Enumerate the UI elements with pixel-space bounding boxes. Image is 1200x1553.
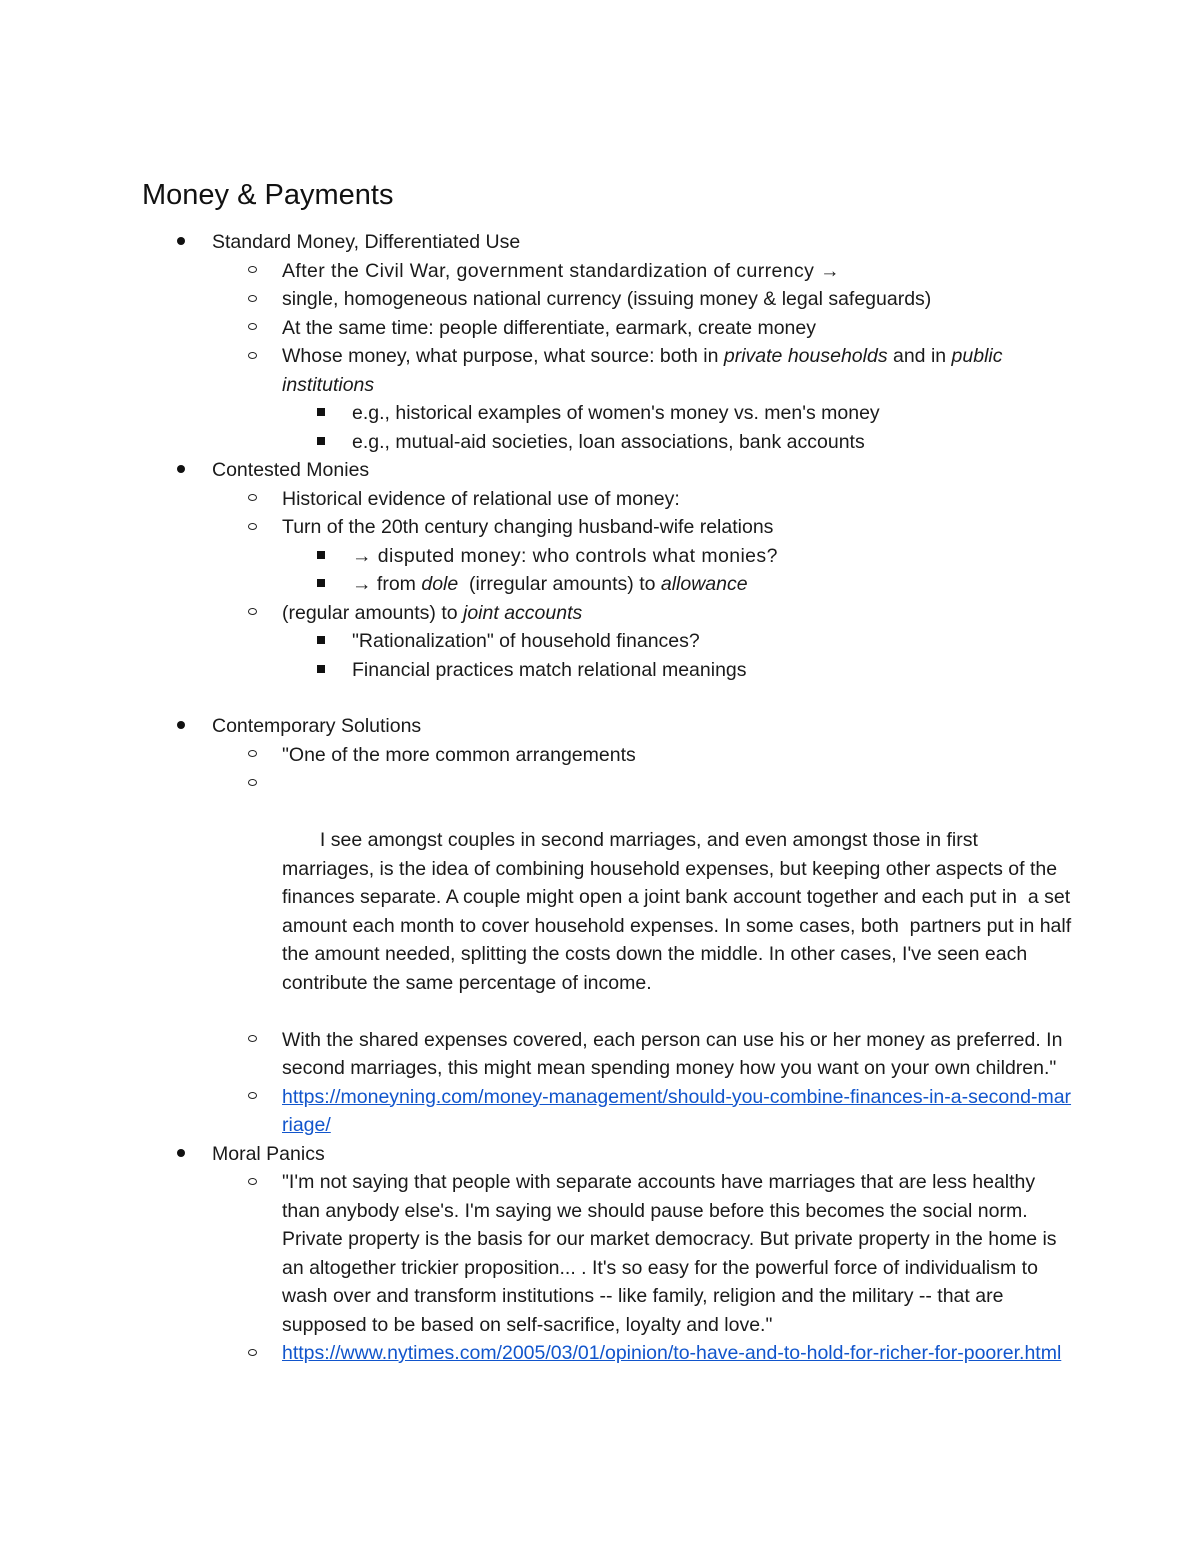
section-moral-panics: [142, 1140, 1072, 1169]
square-bullet-icon: [317, 627, 325, 656]
list-item: [142, 285, 1072, 314]
list-item: [142, 627, 1072, 656]
item-text: "Rationalization" of household finances?: [352, 630, 700, 652]
square-bullet-icon: [317, 656, 325, 685]
italic-text: allowance: [660, 573, 748, 595]
list-item: [142, 542, 1072, 571]
item-text: and in: [887, 345, 952, 367]
italic-text: private households: [723, 345, 888, 367]
italic-text: dole: [421, 573, 459, 595]
section-standard-money: [142, 228, 1072, 257]
italic-text: joint accounts: [463, 601, 583, 624]
section-heading: Contemporary Solutions: [212, 715, 422, 737]
hollow-circle-bullet-icon: [248, 285, 257, 314]
hollow-circle-bullet-icon: [248, 741, 257, 770]
list-item: [142, 599, 1072, 628]
hollow-circle-bullet-icon: [248, 1339, 257, 1368]
item-text: After the Civil War, government standardization of currency →: [282, 259, 840, 282]
list-item: [142, 1026, 1072, 1083]
filled-circle-bullet-icon: [177, 1140, 185, 1169]
list-item: [142, 570, 1072, 599]
section-contested-monies: [142, 456, 1072, 485]
list-item: [142, 257, 1072, 286]
hollow-circle-bullet-icon: [248, 485, 257, 514]
hollow-circle-bullet-icon: [248, 769, 257, 798]
item-text: single, homogeneous national currency (issuing money & legal safeguards): [282, 288, 932, 310]
hollow-circle-bullet-icon: [248, 599, 257, 628]
item-text: → disputed money: who controls what monies?: [352, 544, 778, 567]
hollow-circle-bullet-icon: [248, 342, 257, 371]
item-text: → from: [352, 573, 422, 595]
document-title: Money & Payments: [142, 179, 394, 211]
section-heading: Standard Money, Differentiated Use: [212, 231, 521, 253]
moneyning-link[interactable]: https://moneyning.com/money-management/should-you-combine-finances-in-a-second-marriage/: [282, 1085, 1072, 1136]
item-text: With the shared expenses covered, each person can use his or her money as preferred. In second marriages, this might mean spending money how you want on your own children.": [282, 1028, 1063, 1079]
item-text: e.g., historical examples of women's money vs. men's money: [352, 402, 880, 424]
square-bullet-icon: [317, 542, 325, 571]
item-text: I see amongst couples in second marriages, and even amongst those in first marriages, is the idea of combining household expenses, but keeping other aspects of the finances separate. A couple might open a joint bank account together and each put in a set amount each month to cover household expenses. In some cases, both partners put in half the amount needed, splitting the costs down the middle. In other cases, I've seen each contribute the same percentage of income.: [282, 829, 1077, 994]
item-text: (regular amounts) to: [282, 601, 463, 624]
section-contemporary-solutions: [142, 712, 1072, 741]
square-bullet-icon: [317, 399, 325, 428]
list-item: [142, 314, 1072, 343]
item-text: Turn of the 20th century changing husband-wife relations: [282, 516, 774, 538]
list-item: [142, 513, 1072, 542]
filled-circle-bullet-icon: [177, 228, 185, 257]
list-item: [142, 1339, 1072, 1368]
nytimes-link[interactable]: https://www.nytimes.com/2005/03/01/opinion/to-have-and-to-hold-for-richer-for-poorer.html: [282, 1342, 1062, 1364]
filled-circle-bullet-icon: [177, 456, 185, 485]
section-heading: Contested Monies: [212, 459, 370, 481]
item-text: (irregular amounts) to: [458, 573, 661, 595]
list-item: [142, 1083, 1072, 1140]
item-text: "One of the more common arrangements: [282, 743, 636, 766]
list-item: [142, 1168, 1072, 1339]
item-text: Whose money, what purpose, what source: both in: [282, 345, 724, 367]
list-item: [142, 741, 1072, 770]
list-item: [142, 399, 1072, 428]
hollow-circle-bullet-icon: [248, 257, 257, 286]
blank-line: [142, 684, 1072, 712]
item-text: Historical evidence of relational use of money:: [282, 487, 680, 510]
hollow-circle-bullet-icon: [248, 314, 257, 343]
outline-list: [142, 228, 1077, 1368]
document-page: [142, 170, 1077, 1368]
list-item: [142, 342, 1072, 399]
item-text: Financial practices match relational meanings: [352, 658, 747, 681]
filled-circle-bullet-icon: [177, 712, 185, 741]
section-heading: Moral Panics: [212, 1142, 325, 1165]
hollow-circle-bullet-icon: [248, 1168, 257, 1197]
square-bullet-icon: [317, 428, 325, 457]
list-item: [142, 485, 1072, 514]
hollow-circle-bullet-icon: [248, 1026, 257, 1055]
hollow-circle-bullet-icon: [248, 513, 257, 542]
list-item: [142, 769, 1077, 1026]
item-text: "I'm not saying that people with separate accounts have marriages that are less healthy than anybody else's. I'm saying we should pause before this becomes the social norm. Private property is the basis for our market democracy. But private property in the home is an altogether trickier proposition... . It's so easy for the powerful force of individualism to wash over and transform institutions -- like family, religion and the military -- that are supposed to be based on self-sacrifice, loyalty and love.": [282, 1171, 1057, 1336]
item-text: e.g., mutual-aid societies, loan associations, bank accounts: [352, 430, 865, 453]
italic-text: public institutions: [282, 345, 1003, 396]
hollow-circle-bullet-icon: [248, 1083, 257, 1112]
list-item: [142, 656, 1072, 685]
item-text: At the same time: people differentiate, earmark, create money: [282, 316, 816, 339]
square-bullet-icon: [317, 570, 325, 599]
list-item: [142, 428, 1072, 457]
